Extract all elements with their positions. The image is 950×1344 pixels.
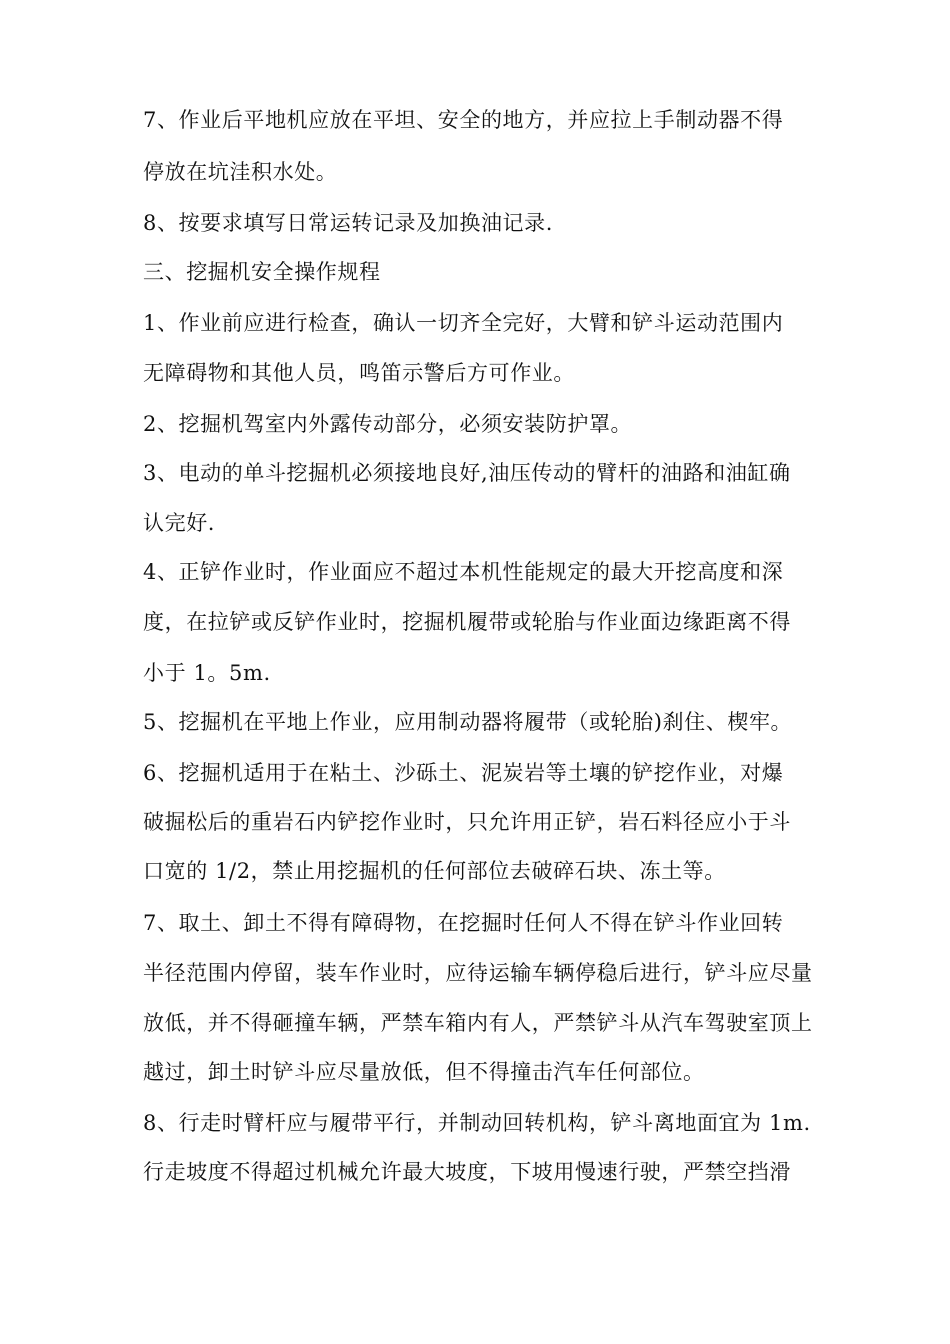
text-line: 8、按要求填写日常运转记录及加换油记录. bbox=[143, 211, 554, 235]
text-line: 越过，卸土时铲斗应尽量放低，但不得撞击汽车任何部位。 bbox=[143, 1060, 705, 1084]
text-line: 小于 1。5m. bbox=[143, 661, 271, 685]
text-line: 6、挖掘机适用于在粘土、沙砾土、泥炭岩等土壤的铲挖作业，对爆 bbox=[143, 761, 784, 785]
text-line: 2、挖掘机驾室内外露传动部分，必须安装防护罩。 bbox=[143, 412, 633, 436]
text-line: 放低，并不得砸撞车辆，严禁车箱内有人，严禁铲斗从汽车驾驶室顶上 bbox=[143, 1011, 813, 1035]
text-line: 8、行走时臂杆应与履带平行，并制动回转机构，铲斗离地面宜为 1m. bbox=[143, 1111, 811, 1135]
text-line: 认完好. bbox=[143, 511, 216, 535]
text-line: 3、电动的单斗挖掘机必须接地良好,油压传动的臂杆的油路和油缸确 bbox=[143, 461, 791, 485]
text-line: 7、取土、卸土不得有障碍物，在挖掘时任何人不得在铲斗作业回转 bbox=[143, 911, 784, 935]
text-line: 7、作业后平地机应放在平坦、安全的地方，并应拉上手制动器不得 bbox=[143, 108, 784, 132]
section-heading: 三、挖掘机安全操作规程 bbox=[143, 260, 381, 284]
text-line: 4、正铲作业时，作业面应不超过本机性能规定的最大开挖高度和深 bbox=[143, 560, 784, 584]
text-line: 无障碍物和其他人员，鸣笛示警后方可作业。 bbox=[143, 361, 575, 385]
text-line: 5、挖掘机在平地上作业，应用制动器将履带（或轮胎)刹住、楔牢。 bbox=[143, 710, 793, 734]
text-line: 1、作业前应进行检查，确认一切齐全完好，大臂和铲斗运动范围内 bbox=[143, 311, 784, 335]
text-line: 停放在坑洼积水处。 bbox=[143, 160, 338, 184]
text-line: 行走坡度不得超过机械允许最大坡度，下坡用慢速行驶，严禁空挡滑 bbox=[143, 1160, 791, 1184]
text-line: 半径范围内停留，装车作业时，应待运输车辆停稳后进行，铲斗应尽量 bbox=[143, 961, 813, 985]
text-line: 度，在拉铲或反铲作业时，挖掘机履带或轮胎与作业面边缘距离不得 bbox=[143, 610, 791, 634]
text-line: 破掘松后的重岩石内铲挖作业时，只允许用正铲，岩石料径应小于斗 bbox=[143, 810, 791, 834]
text-line: 口宽的 1/2，禁止用挖掘机的任何部位去破碎石块、冻土等。 bbox=[143, 859, 726, 883]
